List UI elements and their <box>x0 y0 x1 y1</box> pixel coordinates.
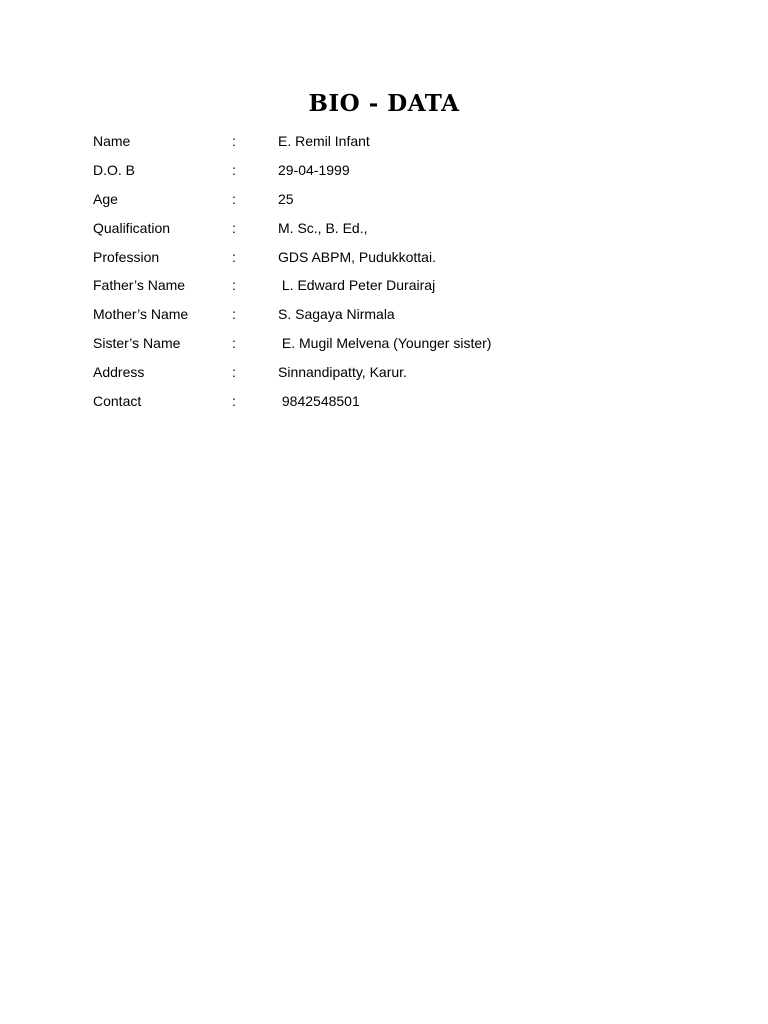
field-value: 25 <box>278 190 294 207</box>
field-label: Sister’s Name <box>93 335 181 352</box>
field-row-mothers-name <box>93 300 693 329</box>
page-title: BIO - DATA <box>308 90 460 117</box>
field-value: 9842548501 <box>278 393 360 410</box>
field-value: S. Sagaya Nirmala <box>278 306 395 323</box>
field-label: Father’s Name <box>93 277 186 294</box>
field-row-name <box>93 127 693 156</box>
field-row-profession <box>93 243 693 272</box>
field-label: D.O. B <box>93 161 136 178</box>
field-value: 29-04-1999 <box>278 161 350 178</box>
field-label: Name <box>93 133 131 149</box>
field-value: E. Remil Infant <box>278 133 370 149</box>
field-value: Sinnandipatty, Karur. <box>278 364 407 381</box>
field-separator: : <box>232 133 236 149</box>
field-separator: : <box>232 364 236 381</box>
field-label: Mother’s Name <box>93 306 189 323</box>
field-row-age <box>93 185 693 214</box>
field-row-fathers-name <box>93 271 693 300</box>
field-row-contact <box>93 387 693 416</box>
bio-data-list <box>93 127 693 416</box>
field-label: Address <box>93 364 145 381</box>
field-label: Contact <box>93 393 142 410</box>
field-separator: : <box>232 335 236 352</box>
field-separator: : <box>232 190 236 207</box>
field-separator: : <box>232 248 236 265</box>
field-separator: : <box>232 219 236 236</box>
field-value: M. Sc., B. Ed., <box>278 219 368 236</box>
field-separator: : <box>232 393 236 410</box>
field-row-dob <box>93 156 693 185</box>
field-value: E. Mugil Melvena (Younger sister) <box>278 335 492 352</box>
field-value: GDS ABPM, Pudukkottai. <box>278 248 436 265</box>
field-row-sisters-name <box>93 329 693 358</box>
field-row-qualification <box>93 214 693 243</box>
field-label: Age <box>93 190 118 207</box>
field-label: Qualification <box>93 219 171 236</box>
field-value: L. Edward Peter Durairaj <box>278 277 436 294</box>
field-separator: : <box>232 161 236 178</box>
field-separator: : <box>232 277 236 294</box>
field-separator: : <box>232 306 236 323</box>
field-label: Profession <box>93 248 160 265</box>
field-row-address <box>93 358 693 387</box>
